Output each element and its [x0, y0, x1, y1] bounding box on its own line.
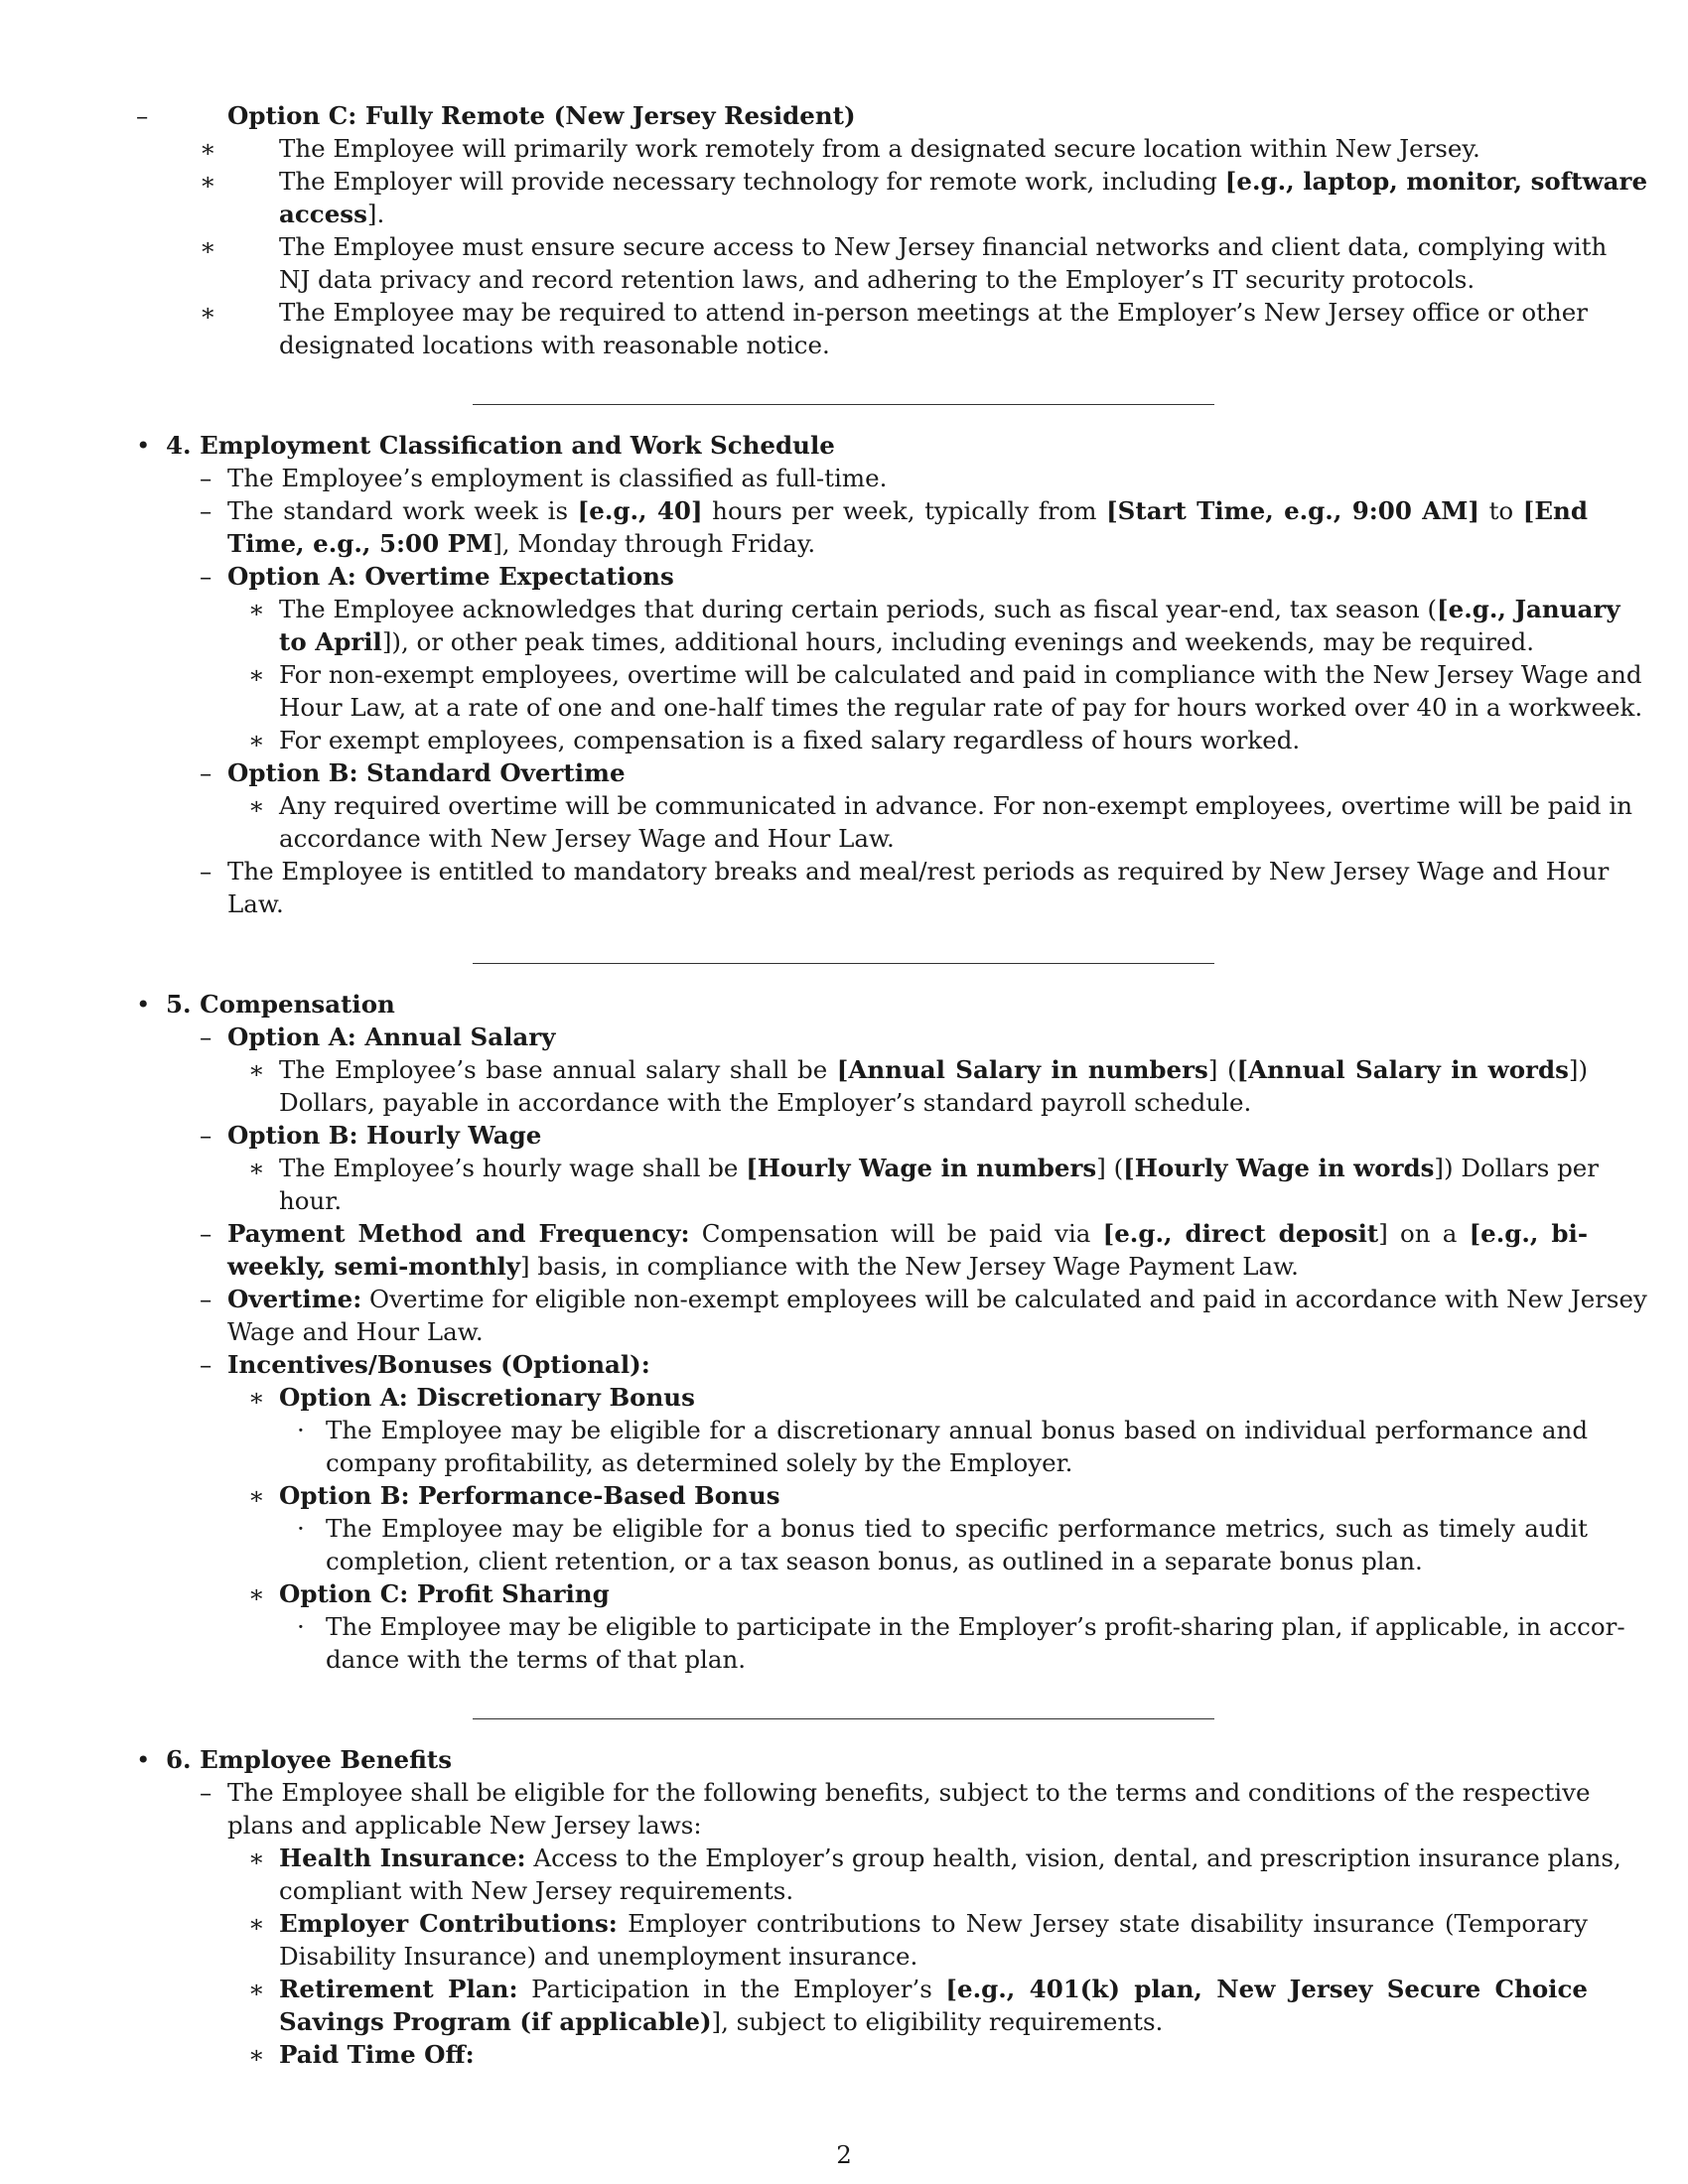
text-run: The Employee’s hourly wage shall be	[279, 1154, 747, 1182]
option-c-item-4-line-2	[279, 329, 1588, 361]
bullet-marker: •	[136, 990, 151, 1019]
text-run: For exempt employees, compensation is a fixed salary regardless of hours worked.	[279, 726, 1301, 754]
salary-option-a-heading: Option A: Annual Salary	[227, 1023, 556, 1051]
dash-marker: –	[200, 464, 212, 492]
text-run: ]) Dollars per	[1434, 1154, 1599, 1182]
annual-salary-line-1	[279, 1053, 1588, 1086]
incentives-heading: Incentives/Bonuses (Optional):	[227, 1350, 650, 1379]
bold-text-run: [Start Time, e.g., 9:00 AM]	[1106, 496, 1479, 525]
overtime-a-item-2-line-1	[279, 658, 1642, 691]
dash-marker: –	[200, 1219, 212, 1248]
star-marker: ∗	[248, 1383, 265, 1412]
retirement-plan-line-2	[279, 2005, 1588, 2038]
overtime-a-item-2-line-2	[279, 691, 1643, 724]
text-run: accordance with New Jersey Wage and Hour Law.	[279, 824, 895, 853]
bullet-marker: •	[136, 431, 151, 460]
text-run: ]), or other peak times, additional hours, including evenings and weekends, may be required.	[381, 627, 1534, 656]
text-run: compliant with New Jersey requirements.	[279, 1876, 794, 1905]
bonus-option-b-line-1: The Employee may be eligible for a bonus tied to specific performance metrics, such as timely audit	[326, 1514, 1588, 1543]
bold-text-run: Retirement Plan:	[279, 1975, 518, 2003]
text-run: ] basis, in compliance with the New Jersey Wage Payment Law.	[520, 1252, 1299, 1281]
bonus-option-c-line-1: The Employee may be eligible to participate in the Employer’s profit-sharing plan, if applicable, in accor-	[326, 1612, 1625, 1641]
option-c-heading: Option C: Fully Remote (New Jersey Resident)	[227, 101, 856, 130]
text-run: The Employer will provide necessary technology for remote work, including	[279, 167, 1225, 196]
bold-text-run: [e.g., 401(k) plan, New Jersey Secure Choice	[945, 1975, 1588, 2003]
bold-text-run: [Annual Salary in numbers	[836, 1055, 1208, 1084]
bold-text-run: [Hourly Wage in numbers	[746, 1154, 1097, 1182]
star-marker: ∗	[248, 660, 265, 689]
text-run: The Employee’s base annual salary shall be	[279, 1055, 837, 1084]
option-c-item-3-line-2	[279, 263, 1588, 296]
overtime-a-item-1-line-2	[279, 625, 1588, 658]
section-divider	[473, 963, 1214, 964]
payment-method-line-1	[227, 1217, 1588, 1250]
text-run: hour.	[279, 1186, 343, 1215]
benefits-intro-line-2: plans and applicable New Jersey laws:	[227, 1811, 702, 1840]
overtime-a-item-3-line-1	[279, 724, 1588, 756]
health-insurance-line-1	[279, 1842, 1621, 1874]
payment-method-line-2	[227, 1250, 1588, 1283]
wage-option-b-heading: Option B: Hourly Wage	[227, 1121, 542, 1150]
retirement-plan-line-1	[279, 1973, 1588, 2005]
overtime-option-b-heading: Option B: Standard Overtime	[227, 758, 626, 787]
option-c-item-2-line-2	[279, 198, 1588, 230]
bold-text-run: [e.g., bi-	[1469, 1219, 1589, 1248]
benefits-intro-line-1: The Employee shall be eligible for the following benefits, subject to the terms and conditions of the respective	[227, 1778, 1591, 1807]
bonus-option-c-heading: Option C: Profit Sharing	[279, 1579, 610, 1608]
bullet-marker: •	[136, 1745, 151, 1774]
overtime-line-2	[227, 1315, 1588, 1348]
option-c-item-2-line-1	[279, 165, 1648, 198]
star-marker: ∗	[200, 298, 216, 327]
dash-marker: –	[200, 1778, 212, 1807]
dash-marker: –	[200, 857, 212, 886]
text-run: The Employee may be required to attend in-person meetings at the Employer’s New Jersey office or other	[279, 298, 1588, 327]
star-marker: ∗	[248, 1909, 265, 1938]
annual-salary-line-2	[279, 1086, 1588, 1119]
employer-contributions-line-2	[279, 1940, 1588, 1973]
option-c-item-1-line-1	[279, 132, 1588, 165]
bold-text-run: Paid Time Off:	[279, 2040, 475, 2069]
section-divider	[473, 1718, 1214, 1719]
bold-text-run: Overtime:	[227, 1285, 362, 1313]
bold-text-run: [e.g., direct deposit	[1102, 1219, 1379, 1248]
bold-text-run: Health Insurance:	[279, 1843, 526, 1872]
bold-text-run: weekly, semi-monthly	[227, 1252, 521, 1281]
bold-text-run: [e.g., laptop, monitor, software	[1224, 167, 1648, 196]
overtime-b-item-1-line-1	[279, 789, 1633, 822]
bonus-option-c-line-2: dance with the terms of that plan.	[326, 1645, 747, 1674]
health-insurance-line-2	[279, 1874, 1588, 1907]
overtime-option-a-heading: Option A: Overtime Expectations	[227, 562, 674, 591]
bold-text-run: access	[279, 200, 367, 228]
star-marker: ∗	[248, 1154, 265, 1182]
star-marker: ∗	[248, 1481, 265, 1510]
text-run: Disability Insurance) and unemployment insurance.	[279, 1942, 918, 1971]
text-run: ] on a	[1378, 1219, 1470, 1248]
text-run: ], subject to eligibility requirements.	[711, 2007, 1164, 2036]
text-run: For non-exempt employees, overtime will be calculated and paid in compliance with the New Jersey Wage and	[279, 660, 1642, 689]
option-c-item-4-line-1	[279, 296, 1588, 329]
hourly-wage-line-2	[279, 1184, 1588, 1217]
star-marker: ∗	[248, 2040, 265, 2069]
bonus-option-a-heading: Option A: Discretionary Bonus	[279, 1383, 695, 1412]
star-marker: ∗	[200, 167, 216, 196]
text-run: Overtime for eligible non-exempt employees will be calculated and paid in accordance with New Jersey	[361, 1285, 1647, 1313]
bold-text-run: [e.g., January	[1437, 595, 1620, 623]
dash-marker: –	[200, 1121, 212, 1150]
text-run: Compensation will be paid via	[689, 1219, 1103, 1248]
star-marker: ∗	[200, 232, 216, 261]
bold-text-run: [End	[1522, 496, 1588, 525]
paid-time-off-line-1	[279, 2038, 1588, 2071]
section-5-heading: 5. Compensation	[166, 990, 395, 1019]
dash-marker: –	[200, 562, 212, 591]
overtime-a-item-1-line-1	[279, 593, 1620, 625]
text-run: Employer contributions to New Jersey state disability insurance (Temporary	[617, 1909, 1588, 1938]
text-run: NJ data privacy and record retention laws, and adhering to the Employer’s IT security protocols.	[279, 265, 1476, 294]
employer-contributions-line-1	[279, 1907, 1588, 1940]
star-marker: ∗	[248, 1579, 265, 1608]
employment-classification-text: The Employee’s employment is classified as full-time.	[227, 464, 888, 492]
dash-marker: –	[136, 101, 149, 130]
text-run: Dollars, payable in accordance with the Employer’s standard payroll schedule.	[279, 1088, 1252, 1117]
bold-text-run: Employer Contributions:	[279, 1909, 618, 1938]
section-4-heading: 4. Employment Classification and Work Schedule	[166, 431, 835, 460]
bold-text-run: Time, e.g., 5:00 PM	[227, 529, 493, 558]
bold-text-run: to April	[279, 627, 382, 656]
dash-marker: –	[200, 1285, 212, 1313]
dash-marker: –	[200, 758, 212, 787]
text-run: Any required overtime will be communicated in advance. For non-exempt employees, overtime will be paid in	[279, 791, 1633, 820]
bonus-option-a-line-2: company profitability, as determined solely by the Employer.	[326, 1448, 1073, 1477]
dot-marker: ·	[297, 1612, 305, 1641]
bonus-option-b-line-2: completion, client retention, or a tax season bonus, as outlined in a separate bonus plan.	[326, 1547, 1423, 1575]
section-divider	[473, 404, 1214, 405]
text-run: The Employee must ensure secure access to New Jersey financial networks and client data, complying with	[279, 232, 1608, 261]
text-run: ])	[1568, 1055, 1589, 1084]
bold-text-run: Savings Program (if applicable)	[279, 2007, 712, 2036]
dot-marker: ·	[297, 1416, 305, 1444]
text-run: Participation in the Employer’s	[517, 1975, 946, 2003]
text-run: hours per week, typically from	[702, 496, 1107, 525]
dash-marker: –	[200, 1023, 212, 1051]
breaks-line-1: The Employee is entitled to mandatory breaks and meal/rest periods as required by New Jersey Wage and Hour	[227, 857, 1610, 886]
text-run: The Employee acknowledges that during certain periods, such as fiscal year-end, tax season (	[279, 595, 1438, 623]
bold-text-run: [Hourly Wage in words	[1123, 1154, 1435, 1182]
star-marker: ∗	[200, 134, 216, 163]
star-marker: ∗	[248, 1843, 265, 1872]
text-run: The Employee will primarily work remotely from a designated secure location within New Jersey.	[279, 134, 1480, 163]
overtime-line-1	[227, 1283, 1647, 1315]
text-run: ] (	[1207, 1055, 1237, 1084]
page-number: 2	[836, 2140, 852, 2169]
hourly-wage-line-1	[279, 1152, 1599, 1184]
option-c-item-3-line-1	[279, 230, 1608, 263]
bold-text-run: [Annual Salary in words	[1236, 1055, 1569, 1084]
dash-marker: –	[200, 1350, 212, 1379]
star-marker: ∗	[248, 726, 265, 754]
dot-marker: ·	[297, 1514, 305, 1543]
bonus-option-b-heading: Option B: Performance-Based Bonus	[279, 1481, 780, 1510]
text-run: Access to the Employer’s group health, vision, dental, and prescription insurance plans,	[525, 1843, 1621, 1872]
text-run: Hour Law, at a rate of one and one-half times the regular rate of pay for hours worked over 40 in a workweek.	[279, 693, 1643, 722]
text-run: The standard work week is	[227, 496, 578, 525]
overtime-b-item-1-line-2	[279, 822, 1588, 855]
text-run: ], Monday through Friday.	[492, 529, 816, 558]
bonus-option-a-line-1: The Employee may be eligible for a discretionary annual bonus based on individual performance and	[326, 1416, 1588, 1444]
star-marker: ∗	[248, 595, 265, 623]
text-run: designated locations with reasonable notice.	[279, 331, 830, 359]
work-week-line-2	[227, 527, 1588, 560]
star-marker: ∗	[248, 791, 265, 820]
text-run: to	[1478, 496, 1523, 525]
dash-marker: –	[200, 496, 212, 525]
section-6-heading: 6. Employee Benefits	[166, 1745, 453, 1774]
text-run: ] (	[1096, 1154, 1124, 1182]
star-marker: ∗	[248, 1975, 265, 2003]
text-run: Wage and Hour Law.	[227, 1317, 484, 1346]
text-run: ].	[366, 200, 385, 228]
bold-text-run: [e.g., 40]	[577, 496, 703, 525]
bold-text-run: Payment Method and Frequency:	[227, 1219, 690, 1248]
breaks-line-2: Law.	[227, 889, 284, 918]
star-marker: ∗	[248, 1055, 265, 1084]
work-week-line-1	[227, 494, 1588, 527]
